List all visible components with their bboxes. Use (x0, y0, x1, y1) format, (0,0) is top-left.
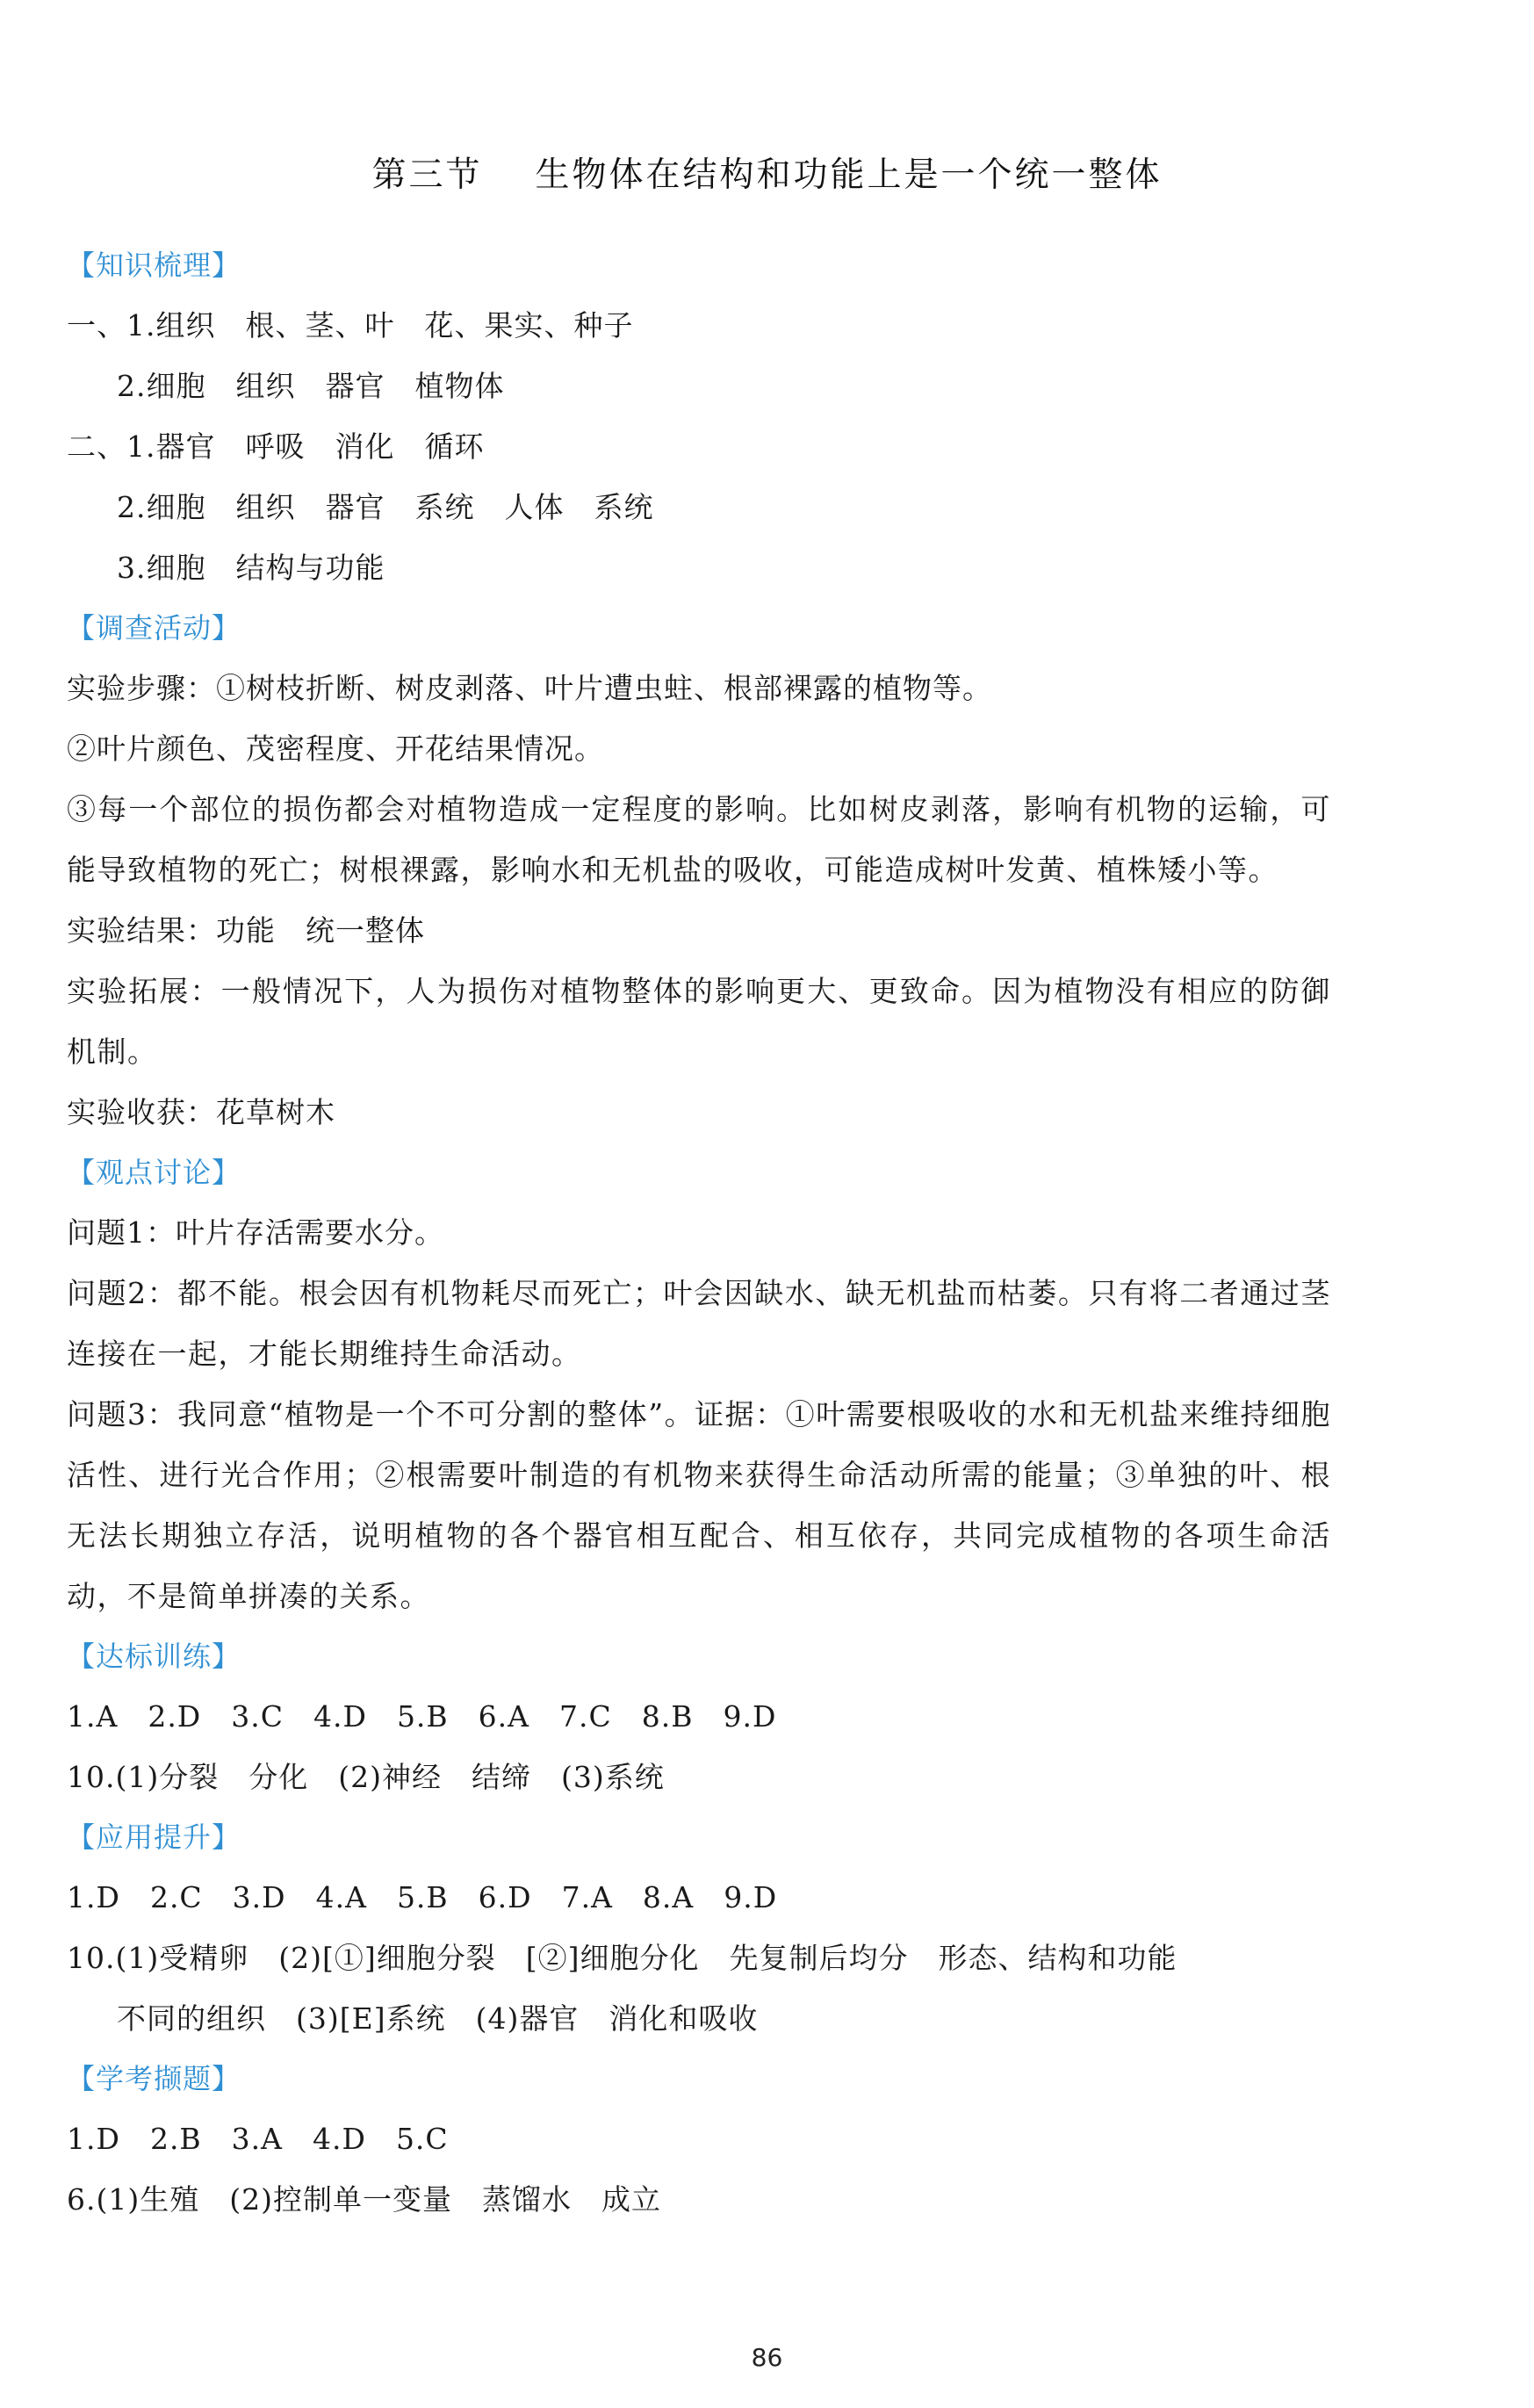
answer-line: 10.(1)分裂 分化 (2)神经 结缔 (3)系统 (67, 1760, 665, 1794)
answer-paragraph: ③每一个部位的损伤都会对植物造成一定程度的影响。比如树皮剥落，影响有机物的运输，可能导致植物的死亡；树根裸露，影响水和无机盐的吸收，可能造成树叶发黄、植株矮小等。 (67, 792, 1331, 887)
section-number: 第三节 (371, 155, 483, 195)
answer-line: 1.D 2.B 3.A 4.D 5.C (67, 2122, 449, 2156)
standard-training-header: 【达标训练】 (67, 1640, 241, 1673)
answer-paragraph: 问题2：都不能。根会因有机物耗尽而死亡；叶会因缺水、缺无机盐而枯萎。只有将二者通过茎连接在一起，才能长期维持生命活动。 (67, 1276, 1331, 1371)
answer-paragraph: 实验拓展：一般情况下，人为损伤对植物整体的影响更大、更致命。因为植物没有相应的防御机制。 (67, 974, 1331, 1069)
answer-line: 实验结果：功能 统一整体 (67, 913, 425, 948)
answer-line: 10.(1)受精卵 (2)[①]细胞分裂 [②]细胞分化 先复制后均分 形态、结构和功能 (67, 1941, 1178, 1975)
answer-line: 1.A 2.D 3.C 4.D 5.B 6.A 7.C 8.B 9.D (67, 1699, 777, 1734)
answer-line: 实验步骤：①树枝折断、树皮剥落、叶片遭虫蛀、根部裸露的植物等。 (67, 671, 992, 705)
answer-line: 问题1：叶片存活需要水分。 (67, 1215, 444, 1250)
answer-line: 不同的组织 (3)[E]系统 (4)器官 消化和吸收 (117, 2001, 759, 2036)
application-improvement-header: 【应用提升】 (67, 1820, 241, 1854)
answer-line: 6.(1)生殖 (2)控制单一变量 蒸馏水 成立 (67, 2182, 661, 2217)
page-number: 86 (751, 2343, 783, 2372)
section-heading: 生物体在结构和功能上是一个统一整体 (535, 155, 1163, 195)
answer-line: 3.细胞 结构与功能 (117, 551, 385, 585)
answer-line: ②叶片颜色、茂密程度、开花结果情况。 (67, 732, 604, 766)
answer-paragraph: 问题3：我同意“植物是一个不可分割的整体”。证据：①叶需要根吸收的水和无机盐来维持细胞活性、进行光合作用；②根需要叶制造的有机物来获得生命活动所需的能量；③单独的叶、根无法长期独立存活，说明植物的各个器官相互配合、相互依存，共同完成植物的各项生命活动，不是简单拼凑的关系。 (67, 1397, 1331, 1613)
section-title (0, 148, 1534, 197)
answer-line: 2.细胞 组织 器官 系统 人体 系统 (117, 490, 654, 524)
survey-activity-header: 【调查活动】 (67, 611, 241, 645)
exam-questions-header: 【学考撷题】 (67, 2062, 241, 2095)
knowledge-summary-header: 【知识梳理】 (67, 249, 241, 282)
answer-content (67, 235, 1331, 2230)
answer-line: 实验收获：花草树木 (67, 1095, 335, 1129)
answer-line: 1.D 2.C 3.D 4.A 5.B 6.D 7.A 8.A 9.D (67, 1880, 778, 1914)
answer-line: 一、1.组织 根、茎、叶 花、果实、种子 (67, 308, 634, 342)
answer-line: 2.细胞 组织 器官 植物体 (117, 369, 505, 403)
viewpoint-discussion-header: 【观点讨论】 (67, 1156, 241, 1189)
answer-line: 二、1.器官 呼吸 消化 循环 (67, 429, 485, 464)
